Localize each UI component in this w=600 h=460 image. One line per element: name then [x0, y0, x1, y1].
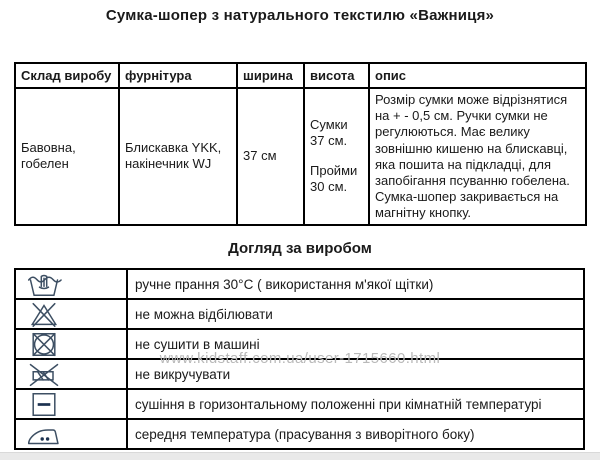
iron-medium-icon [25, 421, 63, 448]
spec-table [14, 62, 587, 226]
care-heading: Догляд за виробом [228, 240, 372, 257]
care-label: не сушити в машині [127, 329, 584, 359]
care-row-do-not-bleach [15, 299, 584, 329]
height-armholes: Пройми 30 см. [310, 163, 358, 195]
header-composition: Склад виробу [15, 63, 119, 88]
care-row-do-not-wring [15, 359, 584, 389]
care-label: не можна відбілювати [127, 299, 584, 329]
care-table [14, 268, 585, 450]
care-label: не викручувати [127, 359, 584, 389]
do-not-bleach-icon [25, 301, 63, 328]
care-label: середня температура (прасування з виворітного боку) [127, 419, 584, 449]
spec-data-row [15, 88, 586, 225]
care-row-dry-flat [15, 389, 584, 419]
header-height: висота [304, 63, 369, 88]
watermark: www.kidstaff.com.ua/user-1715660.html [159, 350, 441, 367]
dry-flat-icon [25, 391, 63, 418]
care-label: ручне прання 30°C ( використання м'якої щітки) [127, 269, 584, 299]
height-bag: Сумки 37 см. [310, 117, 348, 149]
description-cell: Розмір сумки може відрізнятися на + - 0,5 см. Ручки сумки не регулюються. Має велику зовнішню кишеню на блискавці, яка пошита на підкладці, для запобігання псуванню гобелена. Сумка-шопер закривається на магнітну кнопку. [369, 88, 586, 225]
care-row-hand-wash [15, 269, 584, 299]
care-row-do-not-tumble-dry [15, 329, 584, 359]
care-row-iron-medium [15, 419, 584, 449]
hardware-cell: Блискавка YKK, накінечник WJ [119, 88, 237, 225]
height-cell [304, 88, 369, 225]
header-hardware: фурнітура [119, 63, 237, 88]
hand-wash-icon [25, 271, 63, 298]
spec-header-row [15, 63, 586, 88]
do-not-wring-icon [25, 361, 63, 388]
composition-cell: Бавовна, гобелен [15, 88, 119, 225]
page-title: Сумка-шопер з натурального текстилю «Важниця» [105, 7, 495, 24]
header-description: опис [369, 63, 586, 88]
width-cell: 37 см [237, 88, 304, 225]
do-not-tumble-dry-icon [25, 331, 63, 358]
care-label: сушіння в горизонтальному положенні при кімнатній температурі [127, 389, 584, 419]
header-width: ширина [237, 63, 304, 88]
